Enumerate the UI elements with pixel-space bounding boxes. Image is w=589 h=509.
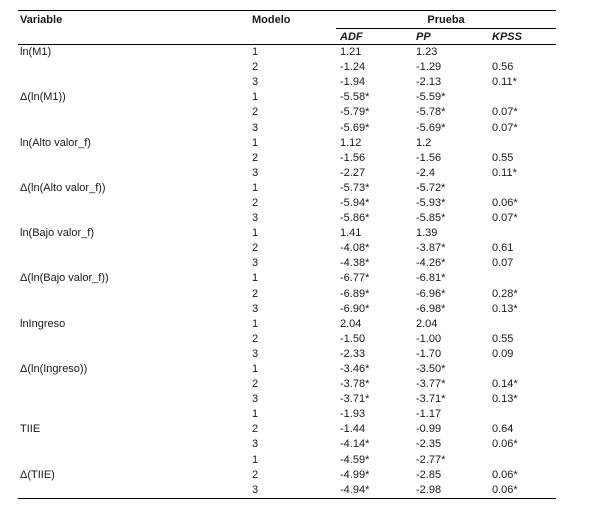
cell-modelo: 3 (252, 257, 259, 270)
cell-modelo: 3 (252, 438, 259, 451)
cell-kpss: 0.11* (492, 76, 517, 89)
cell-modelo: 1 (252, 453, 259, 466)
table-row (18, 332, 556, 347)
cell-adf: -5.58* (340, 91, 370, 104)
cell-adf: -5.86* (340, 212, 370, 225)
cell-pp: -2.98 (412, 483, 488, 499)
cell-kpss: 0.28* (492, 287, 518, 300)
cell-modelo: 1 (252, 272, 259, 285)
cell-kpss: 0.07 (492, 257, 514, 270)
cell-modelo: 1 (252, 91, 259, 104)
cell-pp: -2.4 (416, 166, 435, 179)
cell-adf: -4.38* (340, 257, 370, 270)
cell-variable: ln(M1) (20, 46, 52, 59)
header-variable: Variable (18, 11, 248, 29)
header-kpss: KPSS (488, 29, 556, 45)
cell-modelo: 3 (252, 302, 259, 315)
cell-pp: -5.93* (416, 196, 446, 209)
table-row (18, 422, 556, 437)
cell-adf: 1.12 (340, 136, 362, 149)
cell-variable (18, 256, 248, 271)
cell-kpss: 0.55 (492, 332, 514, 345)
table-row (18, 241, 556, 256)
table-row (18, 453, 556, 468)
cell-variable: Δ(ln(Bajo valor_f)) (20, 272, 109, 285)
cell-variable (18, 453, 248, 468)
cell-pp: -6.81* (416, 272, 446, 285)
cell-modelo: 1 (252, 46, 259, 59)
table-row (18, 120, 556, 135)
header-prueba: Prueba (336, 11, 556, 29)
cell-kpss: 0.07* (492, 106, 518, 119)
cell-pp: 1.39 (416, 227, 438, 240)
cell-modelo: 3 (248, 483, 336, 499)
cell-pp: -3.50* (416, 363, 446, 376)
table-row (18, 60, 556, 75)
cell-adf: -5.69* (340, 121, 370, 134)
cell-modelo: 2 (252, 151, 259, 164)
cell-adf: 1.41 (340, 227, 362, 240)
table-row (18, 45, 556, 61)
cell-pp: -5.69* (416, 121, 446, 134)
cell-kpss: 0.06* (492, 468, 518, 481)
cell-variable: lnIngreso (20, 317, 66, 330)
cell-kpss: 0.13* (492, 302, 518, 315)
cell-adf: -4.14* (340, 438, 370, 451)
cell-variable (18, 151, 248, 166)
cell-adf: -5.79* (340, 106, 370, 119)
cell-adf: -4.59* (340, 453, 370, 466)
cell-kpss (488, 407, 556, 422)
cell-modelo: 3 (252, 212, 259, 225)
cell-adf: -4.08* (340, 242, 370, 255)
cell-variable: Δ(ln(M1)) (20, 91, 66, 104)
cell-variable (18, 392, 248, 407)
table-row (18, 196, 556, 211)
cell-modelo: 2 (252, 287, 259, 300)
table-row (18, 407, 556, 422)
table-row (18, 437, 556, 452)
table-row (18, 181, 556, 196)
cell-modelo: 3 (252, 121, 259, 134)
cell-adf: -2.33 (340, 347, 366, 360)
cell-pp: 1.2 (416, 136, 432, 149)
table-row (18, 271, 556, 286)
cell-adf: -1.50 (340, 332, 366, 345)
cell-adf: -2.27 (340, 166, 366, 179)
cell-modelo: 1 (252, 181, 259, 194)
cell-pp: -5.85* (416, 212, 446, 225)
cell-kpss (488, 90, 556, 105)
cell-pp: -3.77* (416, 378, 446, 391)
cell-pp: -3.87* (416, 242, 446, 255)
cell-kpss: 0.11* (492, 166, 517, 179)
cell-kpss (488, 181, 556, 196)
header-modelo: Modelo (248, 11, 336, 29)
table-row (18, 75, 556, 90)
table-row (18, 166, 556, 181)
table-row (18, 136, 556, 151)
table-row (18, 392, 556, 407)
cell-pp: 1.23 (416, 46, 438, 59)
cell-kpss: 0.13* (492, 393, 518, 406)
cell-pp: 2.04 (416, 317, 438, 330)
cell-modelo: 2 (252, 106, 259, 119)
cell-variable (18, 211, 248, 226)
unit-root-test-table (18, 10, 556, 499)
cell-variable: ln(Alto valor_f) (20, 136, 91, 149)
cell-pp: -5.59* (416, 91, 446, 104)
cell-kpss: 0.07* (492, 212, 518, 225)
table-row (18, 468, 556, 483)
cell-kpss (488, 317, 556, 332)
cell-modelo: 3 (252, 76, 259, 89)
cell-variable: Δ(ln(Ingreso)) (20, 363, 88, 376)
table-row (18, 302, 556, 317)
cell-adf: -1.24 (340, 61, 366, 74)
cell-pp: -2.77* (416, 453, 446, 466)
cell-kpss (488, 45, 556, 61)
cell-adf: -1.93 (340, 408, 366, 421)
cell-adf: 1.21 (340, 46, 362, 59)
cell-adf: -6.90* (340, 302, 370, 315)
cell-modelo: 3 (252, 166, 259, 179)
cell-modelo: 2 (252, 196, 259, 209)
cell-kpss (488, 226, 556, 241)
table-row (18, 151, 556, 166)
cell-modelo: 2 (252, 332, 259, 345)
header-blank-modelo (248, 29, 336, 45)
cell-modelo: 1 (252, 317, 259, 330)
table-row (18, 256, 556, 271)
cell-modelo: 3 (252, 393, 259, 406)
cell-adf: -4.99* (340, 468, 370, 481)
cell-variable (18, 287, 248, 302)
cell-modelo: 2 (252, 468, 259, 481)
cell-pp: -5.78* (416, 106, 446, 119)
cell-variable (18, 105, 248, 120)
cell-modelo: 2 (252, 242, 259, 255)
cell-adf: -6.89* (340, 287, 370, 300)
table-row (18, 317, 556, 332)
cell-modelo: 2 (252, 61, 259, 74)
cell-kpss: 0.09 (492, 347, 514, 360)
table-row (18, 90, 556, 105)
table-row (18, 226, 556, 241)
cell-kpss: 0.61 (492, 242, 514, 255)
cell-adf: -5.94* (340, 196, 370, 209)
table-body (18, 45, 556, 499)
cell-pp: -1.29 (416, 61, 442, 74)
cell-modelo: 2 (252, 378, 259, 391)
cell-adf: -1.56 (340, 151, 366, 164)
cell-variable: Δ(TIIE) (20, 468, 55, 481)
cell-variable (18, 120, 248, 135)
cell-kpss: 0.55 (492, 151, 514, 164)
table-row (18, 211, 556, 226)
cell-modelo: 1 (252, 136, 259, 149)
cell-modelo: 3 (252, 347, 259, 360)
cell-pp: -6.98* (416, 302, 446, 315)
cell-variable (18, 241, 248, 256)
cell-variable (18, 302, 248, 317)
cell-pp: -1.17 (416, 408, 442, 421)
cell-kpss: 0.06* (488, 483, 556, 499)
cell-variable (18, 437, 248, 452)
cell-pp: -6.96* (416, 287, 446, 300)
cell-kpss (488, 362, 556, 377)
cell-kpss: 0.64 (492, 423, 514, 436)
cell-pp: -1.00 (416, 332, 442, 345)
cell-modelo: 2 (252, 423, 259, 436)
cell-adf: 2.04 (340, 317, 362, 330)
cell-pp: -1.56 (416, 151, 442, 164)
cell-adf: -6.77* (340, 272, 370, 285)
cell-kpss: 0.06* (492, 196, 518, 209)
cell-variable (18, 347, 248, 362)
table-row (18, 483, 556, 499)
cell-adf: -1.44 (340, 423, 366, 436)
cell-adf: -3.71* (340, 393, 370, 406)
table-row (18, 377, 556, 392)
cell-pp: -2.13 (416, 76, 442, 89)
header-pp: PP (412, 29, 488, 45)
table-row (18, 362, 556, 377)
cell-kpss (488, 136, 556, 151)
cell-variable (18, 75, 248, 90)
cell-pp: -2.35 (416, 438, 442, 451)
cell-variable (18, 196, 248, 211)
header-blank-variable (18, 29, 248, 45)
cell-kpss (488, 271, 556, 286)
cell-modelo: 1 (252, 227, 259, 240)
table-row (18, 287, 556, 302)
cell-variable: TIIE (20, 423, 41, 436)
cell-modelo: 1 (252, 408, 259, 421)
table-row (18, 347, 556, 362)
cell-adf: -3.78* (340, 378, 370, 391)
cell-pp: -4.26* (416, 257, 446, 270)
cell-adf: -5.73* (340, 181, 370, 194)
cell-variable: ln(Bajo valor_f) (20, 227, 94, 240)
cell-kpss: 0.07* (492, 121, 518, 134)
cell-variable (18, 377, 248, 392)
cell-kpss: 0.06* (492, 438, 518, 451)
cell-pp: -3.71* (416, 393, 446, 406)
cell-adf: -4.94* (336, 483, 412, 499)
cell-variable: Δ(ln(Alto valor_f)) (20, 181, 106, 194)
cell-variable (18, 407, 248, 422)
header-adf: ADF (336, 29, 412, 45)
cell-pp: -5.72* (416, 181, 446, 194)
cell-kpss: 0.56 (492, 61, 514, 74)
cell-kpss (488, 453, 556, 468)
cell-pp: -2.85 (416, 468, 442, 481)
cell-adf: -3.46* (340, 363, 370, 376)
cell-modelo: 1 (252, 363, 259, 376)
cell-variable (18, 166, 248, 181)
cell-variable (18, 60, 248, 75)
cell-kpss: 0.14* (492, 378, 518, 391)
table-row (18, 105, 556, 120)
cell-adf: -1.94 (340, 76, 366, 89)
cell-variable (18, 483, 248, 499)
cell-variable (18, 332, 248, 347)
cell-pp: -0.99 (416, 423, 442, 436)
cell-pp: -1.70 (416, 347, 442, 360)
table-header (18, 11, 556, 45)
